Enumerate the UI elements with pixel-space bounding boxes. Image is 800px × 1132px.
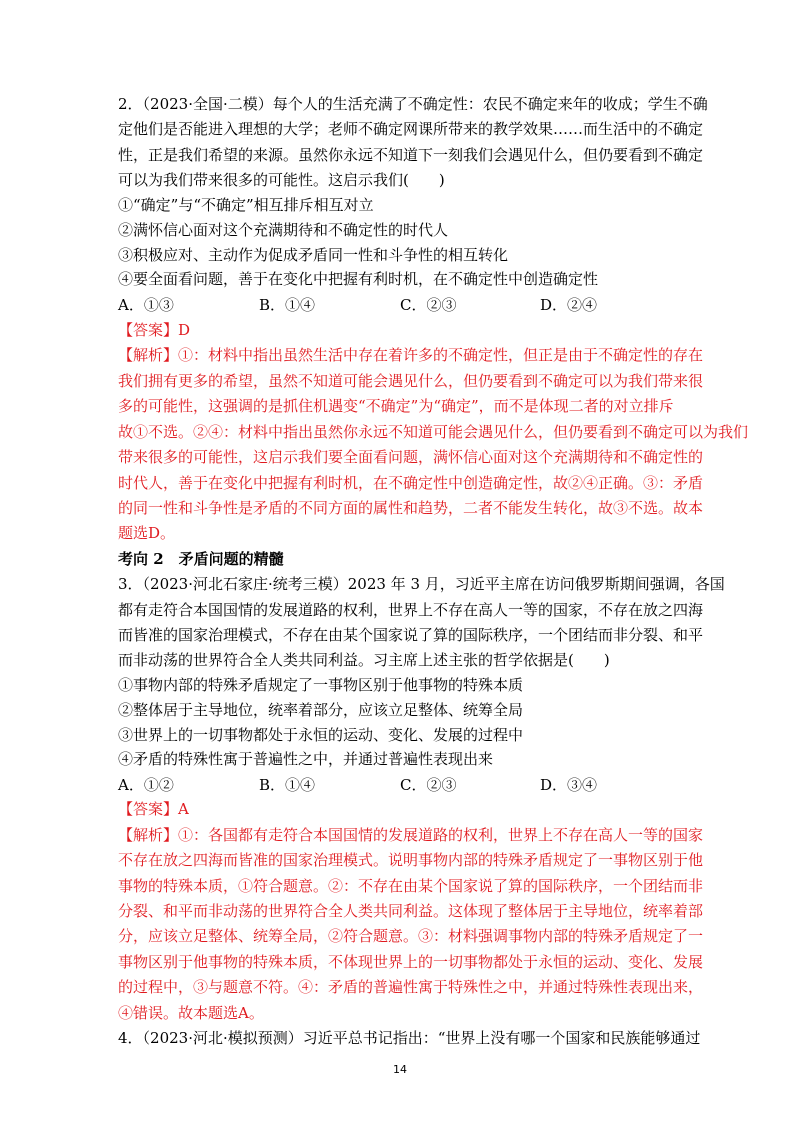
q2-stem-line: 2．（2023·全国·二模）每个人的生活充满了不确定性：农民不确定来年的收成；学生不确 bbox=[118, 95, 708, 113]
q2-option-b: B．①④ bbox=[259, 296, 316, 314]
q2-analysis-line: 的同一性和斗争性是矛盾的不同方面的属性和趋势，二者不能发生转化，故③不选。故本 bbox=[118, 499, 704, 517]
q2-option-d: D．②④ bbox=[540, 296, 598, 314]
q4-stem-line: 4．（2023·河北·模拟预测）习近平总书记指出：“世界上没有哪一个国家和民族能够通过 bbox=[118, 1029, 701, 1047]
q2-analysis-line: 故①不选。②④：材料中指出虽然你永远不知道可能会遇见什么，但仍要看到不确定可以为我们 bbox=[118, 423, 749, 441]
q3-stem-line: 而皆准的国家治理模式，不存在由某个国家说了算的国际秩序，一个团结而非分裂、和平 bbox=[118, 626, 704, 644]
q2-statement: ③积极应对、主动作为促成矛盾同一性和斗争性的相互转化 bbox=[118, 246, 509, 264]
q2-statement: ②满怀信心面对这个充满期待和不确定性的时代人 bbox=[118, 221, 449, 239]
page-number: 14 bbox=[393, 1063, 407, 1076]
q2-option-c: C．②③ bbox=[400, 296, 457, 314]
q2-option-a: A．①③ bbox=[118, 296, 174, 314]
q3-statement: ②整体居于主导地位，统率着部分，应该立足整体、统筹全局 bbox=[118, 701, 524, 719]
q3-answer bbox=[118, 799, 189, 819]
q2-stem-line: 可以为我们带来很多的可能性。这启示我们( ) bbox=[118, 171, 445, 189]
q2-analysis-line: 题选D。 bbox=[118, 524, 176, 542]
q3-analysis-line: 分裂、和平而非动荡的世界符合全人类共同利益。这体现了整体居于主导地位，统率着部 bbox=[118, 902, 704, 920]
answer-label: 【答案】 bbox=[118, 321, 179, 339]
q3-option-c: C．②③ bbox=[400, 776, 457, 794]
q3-analysis-line: 不存在放之四海而皆准的国家治理模式。说明事物内部的特殊矛盾规定了一事物区别于他 bbox=[118, 851, 704, 869]
q3-analysis-line: 事物区别于他事物的特殊本质，不体现世界上的一切事物都处于永恒的运动、变化、发展 bbox=[118, 953, 704, 971]
q3-statement: ①事物内部的特殊矛盾规定了一事物区别于他事物的特殊本质 bbox=[118, 676, 524, 694]
q3-option-b: B．①④ bbox=[259, 776, 316, 794]
q2-analysis-line: 【解析】①：材料中指出虽然生活中存在着许多的不确定性，但正是由于不确定性的存在 bbox=[118, 346, 704, 364]
q2-analysis-line: 我们拥有更多的希望，虽然不知道可能会遇见什么，但仍要看到不确定可以为我们带来很 bbox=[118, 372, 704, 390]
q2-analysis-line: 多的可能性，这强调的是抓住机遇变“不确定”为“确定”，而不是体现二者的对立排斥 bbox=[118, 397, 674, 415]
answer-label: 【答案】 bbox=[118, 800, 179, 818]
q3-option-a: A．①② bbox=[118, 776, 174, 794]
q3-analysis-line: 分，应该立足整体、统筹全局，②符合题意。③：材料强调事物内部的特殊矛盾规定了一 bbox=[118, 927, 704, 945]
answer-value: D bbox=[178, 321, 191, 339]
q2-stem-line: 性，正是我们希望的来源。虽然你永远不知道下一刻我们会遇见什么，但仍要看到不确定 bbox=[118, 146, 704, 164]
q2-analysis-line: 带来很多的可能性，这启示我们要全面看问题，满怀信心面对这个充满期待和不确定性的 bbox=[118, 448, 704, 466]
q3-analysis-line: ④错误。故本题选A。 bbox=[118, 1004, 264, 1022]
section-heading: 考向 2 矛盾问题的精髓 bbox=[118, 550, 284, 568]
q2-statement: ①“确定”与“不确定”相互排斥相互对立 bbox=[118, 196, 374, 214]
q3-statement: ③世界上的一切事物都处于永恒的运动、变化、发展的过程中 bbox=[118, 726, 524, 744]
q2-stem-line: 定他们是否能进入理想的大学；老师不确定网课所带来的教学效果……而生活中的不确定 bbox=[118, 120, 704, 138]
q3-stem-line: 3．（2023·河北石家庄·统考三模）2023 年 3 月，习近平主席在访问俄罗斯期间强调，各国 bbox=[118, 575, 725, 593]
q3-analysis-line: 【解析】①：各国都有走符合本国国情的发展道路的权利，世界上不存在高人一等的国家 bbox=[118, 826, 704, 844]
q2-analysis-line: 时代人，善于在变化中把握有利时机，在不确定性中创造确定性，故②④正确。③：矛盾 bbox=[118, 474, 704, 492]
q2-answer bbox=[118, 320, 190, 340]
q3-option-d: D．③④ bbox=[540, 776, 598, 794]
q3-stem-line: 而非动荡的世界符合全人类共同利益。习主席上述主张的哲学依据是( ) bbox=[118, 651, 610, 669]
q3-analysis-line: 的过程中，③与题意不符。④：矛盾的普遍性寓于特殊性之中，并通过特殊性表现出来， bbox=[118, 978, 704, 996]
q3-stem-line: 都有走符合本国国情的发展道路的权利，世界上不存在高人一等的国家，不存在放之四海 bbox=[118, 601, 704, 619]
q2-statement: ④要全面看问题，善于在变化中把握有利时机，在不确定性中创造确定性 bbox=[118, 270, 599, 288]
answer-value: A bbox=[178, 800, 189, 818]
q3-analysis-line: 事物的特殊本质，①符合题意。②：不存在由某个国家说了算的国际秩序，一个团结而非 bbox=[118, 877, 704, 895]
q3-statement: ④矛盾的特殊性寓于普遍性之中，并通过普遍性表现出来 bbox=[118, 750, 494, 768]
